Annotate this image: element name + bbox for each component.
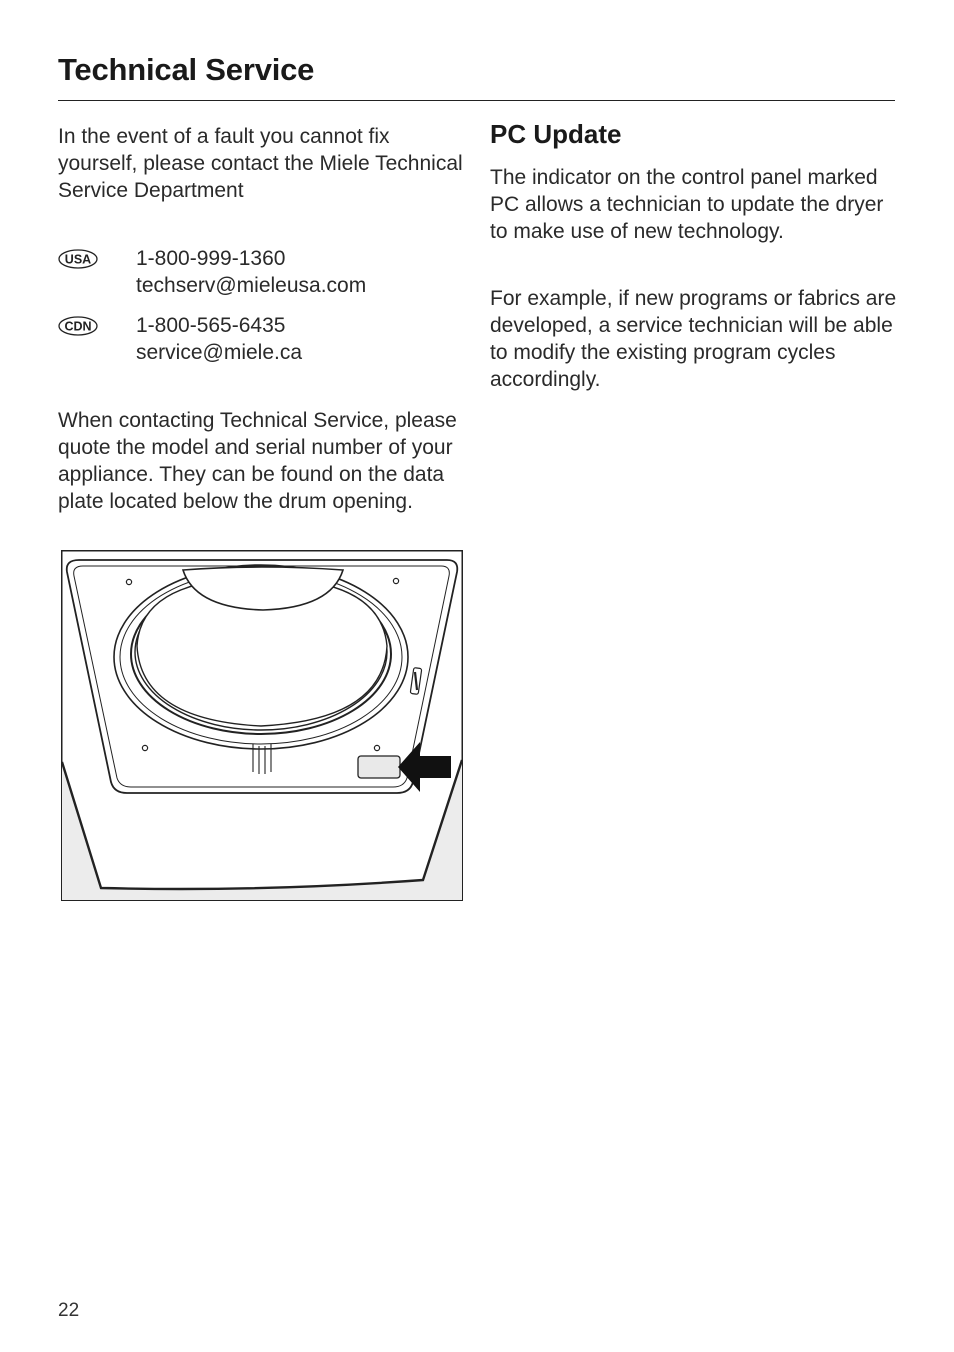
dryer-data-plate-illustration	[61, 550, 463, 901]
title-divider	[58, 100, 895, 101]
usa-email: techserv@mieleusa.com	[136, 274, 367, 297]
cdn-badge-icon	[58, 316, 98, 336]
usa-badge-icon	[58, 249, 98, 269]
pc-update-paragraph-2: For example, if new programs or fabrics are developed, a service technician will be able to modify the existing program cycles accordingly.	[490, 287, 897, 391]
intro-paragraph: In the event of a fault you cannot fix yourself, please contact the Miele Technical Service Department	[58, 125, 463, 202]
page-number: 22	[58, 1300, 80, 1321]
pc-update-heading: PC Update	[490, 119, 622, 149]
page-title: Technical Service	[58, 52, 315, 87]
cdn-badge-label: CDN	[64, 319, 92, 334]
pc-update-paragraph-1: The indicator on the control panel marked PC allows a technician to update the dryer to make use of new technology.	[490, 166, 884, 243]
usa-badge-label: USA	[64, 252, 92, 267]
model-serial-note: When contacting Technical Service, please quote the model and serial number of your appliance. They can be found on the data plate located below the drum opening.	[58, 409, 457, 513]
cdn-phone: 1-800-565-6435	[136, 314, 286, 337]
cdn-email: service@miele.ca	[136, 341, 303, 364]
usa-phone: 1-800-999-1360	[136, 247, 286, 270]
